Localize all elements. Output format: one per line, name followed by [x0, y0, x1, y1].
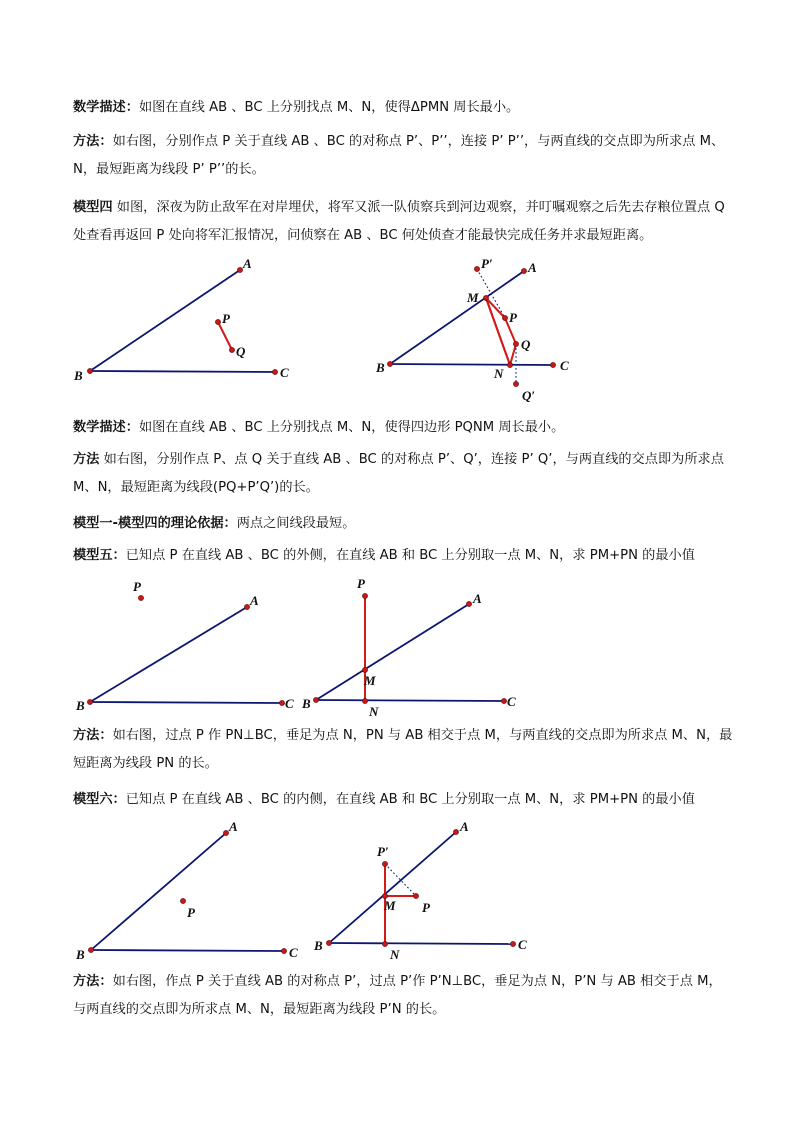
- label-a: A: [243, 256, 252, 271]
- model6-statement: 模型六：已知点 P 在直线 AB 、BC 的内侧，在直线 AB 和 BC 上分别取一点 M、N，求 PM+PN 的最小值: [73, 792, 695, 807]
- label-c: C: [289, 945, 298, 960]
- label-p: P: [509, 310, 517, 325]
- label-a: A: [229, 819, 238, 834]
- label-b: B: [376, 360, 385, 375]
- label-m: M: [467, 290, 479, 305]
- label-m: M: [384, 898, 396, 913]
- line-ab: [329, 832, 456, 943]
- label-m: M: [364, 673, 376, 688]
- label-p: P: [422, 900, 430, 915]
- label-q: Q: [521, 337, 531, 352]
- label-p-prime: P′: [377, 844, 389, 859]
- theory-basis: 模型一-模型四的理论依据：两点之间线段最短。: [73, 516, 356, 531]
- model4-description: 数学描述：如图在直线 AB 、BC 上分别找点 M、N，使得四边形 PQNM 周长最小。: [73, 420, 565, 435]
- model4-method: 方法 如右图，分别作点 P、点 Q 关于直线 AB 、BC 的对称点 P’、Q’，连接 P’ Q’，与两直线的交点即为所求点 M、N，最短距离为线段(PQ+P’Q’)的长。: [73, 452, 724, 495]
- label-b: B: [302, 696, 311, 711]
- label-a: A: [460, 819, 469, 834]
- model5-method: 方法：如右图，过点 P 作 PN⊥BC，垂足为点 N，PN 与 AB 相交于点 M，与两直线的交点即为所求点 M、N，最短距离为线段 PN 的长。: [73, 728, 733, 771]
- label-a: A: [250, 593, 259, 608]
- point-p-prime: [382, 861, 387, 866]
- label-n: N: [390, 947, 400, 962]
- point-c: [510, 941, 515, 946]
- label-n: N: [369, 704, 379, 719]
- line-bc: [329, 943, 513, 944]
- label-c: C: [280, 365, 289, 380]
- model5-statement: 模型五：已知点 P 在直线 AB 、BC 的外侧，在直线 AB 和 BC 上分别取一点 M、N，求 PM+PN 的最小值: [73, 548, 695, 563]
- model3-description: 数学描述：如图在直线 AB 、BC 上分别找点 M、N，使得ΔPMN 周长最小。: [73, 100, 520, 115]
- label-b: B: [76, 947, 85, 962]
- label-b: B: [76, 698, 85, 713]
- label-c: C: [507, 694, 516, 709]
- label-b: B: [74, 368, 83, 383]
- label-a: A: [528, 260, 537, 275]
- label-q: Q: [236, 344, 246, 359]
- label-q-prime: Q′: [522, 388, 536, 403]
- label-p-prime: P′: [481, 256, 493, 271]
- label-p: P: [187, 905, 195, 920]
- model3-method: 方法：如右图，分别作点 P 关于直线 AB 、BC 的对称点 P’、P’’，连接 P’ P’’，与两直线的交点即为所求点 M、N，最短距离为线段 P’ P’’的长。: [73, 134, 725, 177]
- model6-method: 方法：如右图，作点 P 关于直线 AB 的对称点 P’，过点 P’作 P’N⊥BC，垂足为点 N，P’N 与 AB 相交于点 M，与两直线的交点即为所求点 M、N，最短距离为线段 P’N 的长。: [73, 974, 722, 1017]
- model4-statement: 模型四 如图，深夜为防止敌军在对岸埋伏，将军又派一队侦察兵到河边观察，并叮嘱观察之后先去存粮位置点 Q 处查看再返回 P 处向将军汇报情况，问侦察在 AB 、BC 何处侦查才能最快完成任务并求最短距离。: [73, 200, 725, 243]
- label-p: P: [133, 579, 141, 594]
- point-n: [382, 941, 387, 946]
- point-a: [453, 829, 458, 834]
- point-b: [326, 940, 331, 945]
- point-p: [413, 893, 418, 898]
- label-b: B: [314, 938, 323, 953]
- label-n: N: [494, 366, 504, 381]
- label-c: C: [285, 696, 294, 711]
- label-p: P: [222, 311, 230, 326]
- label-p: P: [357, 576, 365, 591]
- label-c: C: [560, 358, 569, 373]
- label-a: A: [473, 591, 482, 606]
- label-c: C: [518, 937, 527, 952]
